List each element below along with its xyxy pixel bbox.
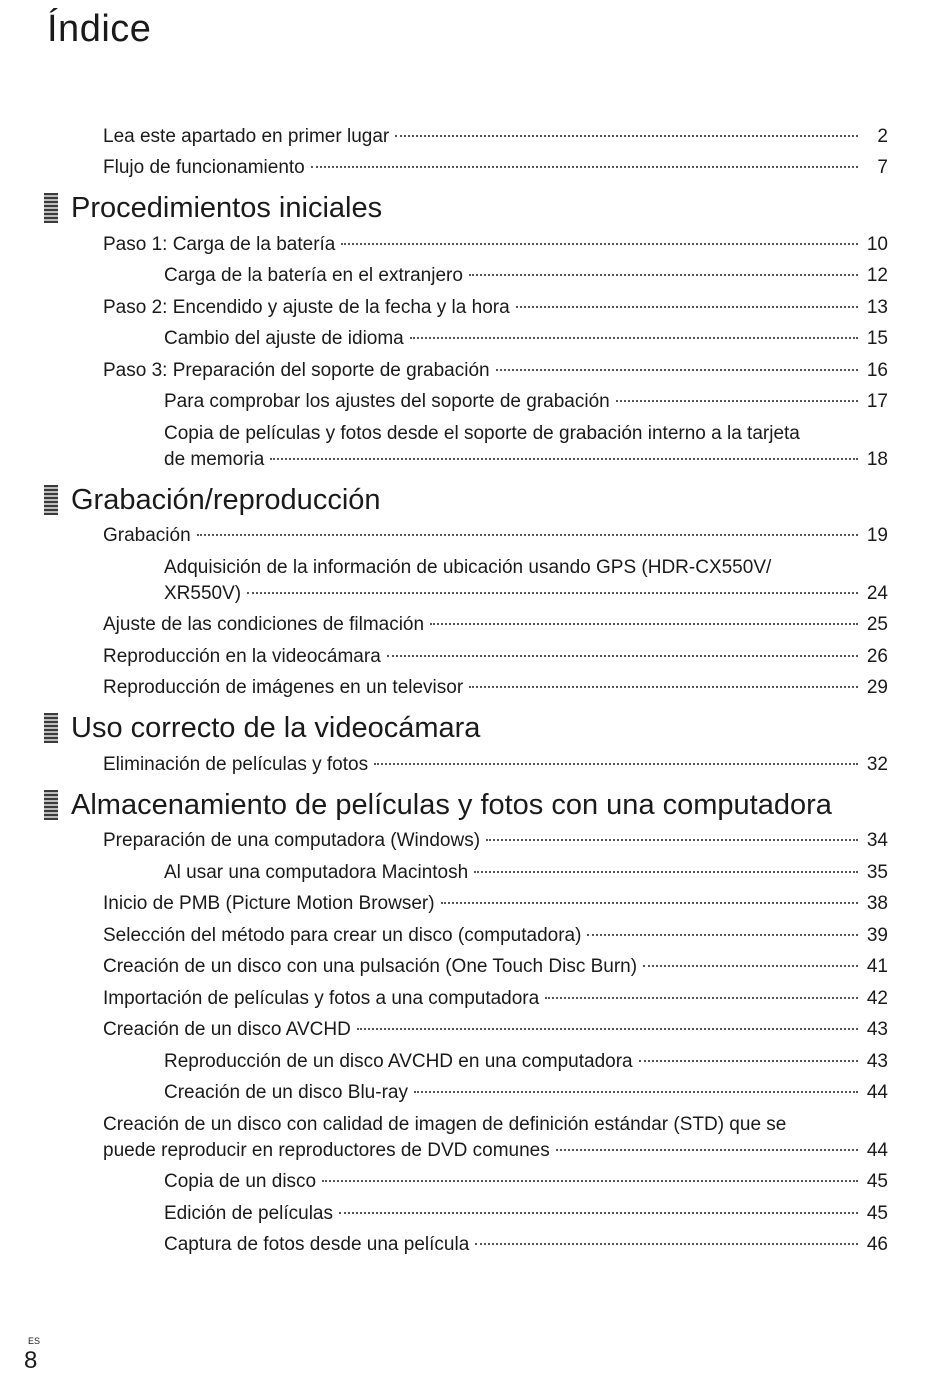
toc-entry[interactable] — [44, 1080, 888, 1106]
toc-entry-text: Selección del método para crear un disco (computadora) — [103, 924, 582, 946]
section-heading-text: Grabación/reproducción — [71, 483, 381, 516]
dot-leader — [374, 763, 858, 765]
dot-leader — [311, 166, 858, 168]
toc-page-number: 42 — [866, 987, 888, 1009]
dot-leader — [496, 369, 858, 371]
toc-page-number: 44 — [866, 1082, 888, 1103]
toc-entry[interactable] — [44, 555, 888, 607]
toc-entry-text: Carga de la batería en el extranjero — [164, 265, 463, 286]
dot-leader — [339, 1212, 858, 1214]
toc-entry[interactable] — [44, 923, 888, 949]
dot-leader — [322, 1180, 858, 1182]
toc-entry-text: Importación de películas y fotos a una computadora — [103, 987, 540, 1009]
toc-entry[interactable] — [44, 232, 888, 258]
toc-entry-text: puede reproducir en reproductores de DVD comunes — [103, 1139, 550, 1161]
table-of-contents — [44, 118, 888, 1258]
toc-entry-text: Paso 1: Carga de la batería — [103, 233, 336, 255]
dot-leader — [414, 1091, 858, 1093]
toc-page-number: 38 — [866, 893, 888, 914]
toc-page-number: 18 — [866, 448, 888, 470]
dot-leader — [545, 997, 858, 999]
toc-page-number: 13 — [866, 296, 888, 318]
toc-page-number: 43 — [866, 1019, 888, 1040]
toc-entry-text: Al usar una computadora Macintosh — [164, 861, 469, 883]
toc-entry[interactable] — [44, 295, 888, 321]
toc-entry-text: Lea este apartado en primer lugar — [103, 125, 390, 147]
toc-entry-text: Reproducción de un disco AVCHD en una computadora — [164, 1050, 633, 1072]
toc-entry-text: Creación de un disco con una pulsación (One Touch Disc Burn) — [103, 956, 638, 977]
toc-entry[interactable] — [44, 124, 888, 150]
section-heading[interactable] — [44, 710, 888, 746]
section-marker-icon — [44, 790, 58, 820]
dot-leader — [270, 458, 858, 460]
toc-page-number: 34 — [866, 830, 888, 851]
dot-leader — [469, 274, 858, 276]
toc-entry[interactable] — [44, 1232, 888, 1258]
dot-leader — [410, 337, 858, 339]
toc-entry-text-line1: Adquisición de la información de ubicación usando GPS (HDR-CX550V/ — [164, 556, 772, 578]
dot-leader — [616, 400, 858, 402]
toc-page-number: 41 — [866, 956, 888, 977]
dot-leader — [387, 655, 858, 657]
section-heading[interactable] — [44, 787, 888, 823]
toc-page-number: 10 — [866, 233, 888, 255]
toc-page-number: 45 — [866, 1202, 888, 1224]
toc-page-number: 39 — [866, 924, 888, 946]
toc-entry-text: Copia de un disco — [164, 1171, 317, 1192]
toc-entry-text: Captura de fotos desde una película — [164, 1234, 470, 1255]
page-title: Índice — [47, 8, 152, 50]
toc-entry[interactable] — [44, 860, 888, 886]
toc-entry[interactable] — [44, 752, 888, 778]
toc-entry[interactable] — [44, 828, 888, 854]
toc-entry-text: Flujo de funcionamiento — [103, 157, 305, 178]
toc-entry[interactable] — [44, 675, 888, 701]
toc-entry-text: Ajuste de las condiciones de filmación — [103, 614, 425, 635]
toc-page-number: 46 — [866, 1234, 888, 1255]
toc-entry-text: Paso 3: Preparación del soporte de grabación — [103, 359, 490, 381]
toc-page-number: 44 — [866, 1139, 888, 1161]
footer-page-number: 8 — [24, 1347, 38, 1374]
toc-entry-text: Reproducción de imágenes en un televisor — [103, 677, 464, 698]
toc-page-number: 26 — [866, 645, 888, 667]
dot-leader — [469, 686, 858, 688]
section-marker-icon — [44, 485, 58, 515]
dot-leader — [357, 1028, 858, 1030]
toc-entry-text: Reproducción en la videocámara — [103, 645, 381, 667]
toc-entry[interactable] — [44, 263, 888, 289]
section-heading[interactable] — [44, 190, 888, 226]
toc-entry-text: Para comprobar los ajustes del soporte de grabación — [164, 391, 610, 412]
toc-entry-text: Creación de un disco Blu-ray — [164, 1082, 408, 1103]
toc-entry-text-line1: Creación de un disco con calidad de imagen de definición estándar (STD) que se — [103, 1113, 787, 1135]
section-heading-text: Procedimientos iniciales — [71, 192, 383, 224]
dot-leader — [474, 871, 858, 873]
toc-entry[interactable] — [44, 954, 888, 980]
dot-leader — [556, 1149, 858, 1151]
toc-entry[interactable] — [44, 421, 888, 473]
dot-leader — [441, 902, 858, 904]
dot-leader — [341, 243, 858, 245]
dot-leader — [430, 623, 858, 625]
toc-entry[interactable] — [44, 986, 888, 1012]
toc-page-number: 12 — [866, 265, 888, 286]
toc-entry-text: Eliminación de películas y fotos — [103, 753, 369, 775]
toc-entry[interactable] — [44, 891, 888, 917]
toc-page-number: 17 — [866, 391, 888, 412]
toc-page-number: 43 — [866, 1050, 888, 1072]
dot-leader — [516, 306, 858, 308]
dot-leader — [395, 135, 858, 137]
dot-leader — [197, 534, 858, 536]
toc-entry[interactable] — [44, 644, 888, 670]
toc-page-number: 2 — [877, 125, 888, 147]
toc-entry[interactable] — [44, 389, 888, 415]
toc-entry-text-line1: Copia de películas y fotos desde el soporte de grabación interno a la tarjeta — [164, 422, 800, 444]
dot-leader — [486, 839, 858, 841]
toc-page-number: 24 — [866, 582, 888, 604]
toc-entry[interactable] — [44, 155, 888, 181]
toc-page-number: 15 — [866, 328, 888, 349]
toc-entry[interactable] — [44, 358, 888, 384]
toc-entry[interactable] — [44, 1201, 888, 1227]
toc-entry-text: Grabación — [103, 525, 191, 546]
toc-page-number: 19 — [866, 525, 888, 546]
toc-entry-text: Inicio de PMB (Picture Motion Browser) — [103, 893, 435, 914]
section-heading-text: Almacenamiento de películas y fotos con una computadora — [71, 788, 832, 821]
toc-entry-text: de memoria — [164, 448, 265, 470]
dot-leader — [247, 592, 858, 594]
toc-page-number: 25 — [866, 614, 888, 635]
toc-entry[interactable] — [44, 1017, 888, 1043]
toc-entry-text: Edición de películas — [164, 1202, 333, 1224]
toc-entry[interactable] — [44, 523, 888, 549]
toc-entry-text: Cambio del ajuste de idioma — [164, 328, 404, 349]
toc-entry-text: Creación de un disco AVCHD — [103, 1019, 351, 1040]
footer-language-code: ES — [28, 1336, 41, 1346]
dot-leader — [639, 1060, 858, 1062]
dot-leader — [587, 934, 858, 936]
toc-entry-text: XR550V) — [164, 582, 242, 604]
toc-entry[interactable] — [44, 326, 888, 352]
section-heading-text: Uso correcto de la videocámara — [71, 712, 481, 744]
section-marker-icon — [44, 193, 58, 223]
toc-page-number: 29 — [866, 677, 888, 698]
toc-entry-text: Preparación de una computadora (Windows) — [103, 830, 481, 851]
dot-leader — [643, 965, 858, 967]
toc-page-number: 45 — [866, 1171, 888, 1192]
toc-entry[interactable] — [44, 1049, 888, 1075]
section-marker-icon — [44, 713, 58, 743]
toc-page-number: 32 — [866, 753, 888, 775]
toc-page-number: 7 — [877, 157, 888, 178]
toc-page-number: 35 — [866, 861, 888, 883]
dot-leader — [475, 1243, 858, 1245]
toc-entry[interactable] — [44, 612, 888, 638]
toc-page-number: 16 — [866, 359, 888, 381]
toc-entry[interactable] — [44, 1169, 888, 1195]
section-heading[interactable] — [44, 482, 888, 518]
toc-entry[interactable] — [44, 1112, 888, 1164]
toc-entry-text: Paso 2: Encendido y ajuste de la fecha y la hora — [103, 296, 510, 318]
